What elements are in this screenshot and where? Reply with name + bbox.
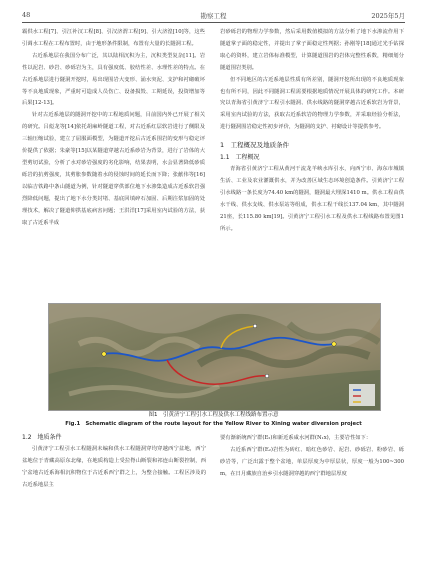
subsection-heading: 1.1 工程概况 [220,154,260,162]
route-map-figure [48,303,381,411]
paragraph: 岩砂砾岩的物理力学参数，然后采用数值模拟的方法分析了地下水渗流作用下隧道掌子面的稳定性，并提出了掌子面稳定性判据；孙刚等[18]通过光手钻探取心的资料，建立岩体标准模型，计算隧道围岩的岩体完整性系数，精细划分隧道围岩类别。 [220,29,404,71]
paragraph: 但不同地区的古近系地层性质有所差别，隧洞开挖所出现的不良地质现象也有所不同，因此不同隧洞工程需要根据地质情况开展具体的研究工作。本研究以青海省引黄济宁工程引水隧洞、供水线路的隧洞穿越古近系软岩为背景，采用室内试验的方法，获取古近系软岩的物理力学参数，并采取经验分析法，进行隧洞围岩稳定性初步评价，为隧洞的支护、衬砌设计等提供参考。 [220,76,404,131]
column-right-top [220,27,404,295]
paragraph: 青海省引黄济宁工程从黄河干流龙羊峡水库引水，向西宁市、海东市城镇生活、工业及农业灌溉供水，并为改善区域生态环境创造条件。引黄济宁工程引水线路一条长度为74.40 km的隧洞，隧洞最大埋深1410 m。供水工程由供水干线、供水支线、供水泵站等组成，供水工程干线长137.04 km，其中隧洞21座，长115.80 km[19]。引黄济宁工程引水工程及供水工程线路布置见图1所示。 [220,166,404,232]
running-header [22,8,405,22]
paragraph: 古近系地层在我国分布广泛，其以陆相沉积为主，沉积类型复杂[11]。岩性以泥岩、砂岩、砂砾岩为主，具有强度低、胶结性差、水理性差的特点。在古近系地层进行隧洞开挖时，易出现围岩大变形、涌水突泥、支护和衬砌破坏等不良地质现象，严重时可造成人员伤亡、设备损毁、工期延误，投资增加等后果[12-13]。 [22,52,205,107]
paragraph: 要有渐新统西宁群(E₂)和新近系咸水河群(N₁x)，主要岩性如下： [220,435,372,441]
column-left-bottom [22,433,206,568]
page-number: 48 [22,11,31,19]
satellite-map-image [49,304,380,410]
column-right-bottom [220,433,404,568]
journal-name: 勘察工程 [200,12,227,20]
figure-caption-chinese: 图1 引黄济宁工程引水工程及供水工程线路布置示意 [148,412,279,418]
section-heading: 1 工程概况及地质条件 [220,141,290,150]
paragraph: 引黄济宁工程引水工程隧洞未编和供水工程隧洞穿均穿越西宁盆地，西宁盆地位于青藏高原东北缘，在地质构造上受拉脊山断裂和祁连山断裂控制，西宁盆地古近系海相沉积物位于古近系西宁群之上，为整合接触。工程区涉及的古近系地层主 [22,446,206,488]
subsection-heading: 1.2 地质条件 [22,434,62,441]
paragraph: 针对古近系地层的隧洞开挖中的工程地质问题，目前国内外已开展了相关的研究。吕彪龙等[14]依托胡麻岭隧道工程，对古近系红层软岩进行了侧限及三轴压缩试验，建立了屈服面模型，为隧道开挖后古近系围岩的变形与稳定评价提供了依据；朱豪等[15]以某隧道穿越古近系砂岩为背景，进行了岩体的大型剪切试验，分析了水对砂岩强度的劣化影响，结果表明，水会显著降低砂质砾岩的抗剪强度，其剪胀参数随着水的侵蚀时间的延长而下降；张献伟等[16]以临吉铁路中条山隧道为例，针对隧道穿供部位地下水渗集造成古近系软岩强烈降低问题，提出了地下水分类封堵、基底回填碎石加固、后期注浆加固的处理技术，解决了隧道仰拱基底病害问题；王洪洋[17]采用室内试验的方法，获取了古近系半成 [22,112,205,226]
figure-caption-english: Fig.1 Schematic diagram of the route layout for the Yellow River to Xining water diversion project [65,421,362,427]
paragraph: 霸供水工程[7]、引江补汉工程[8]、引汉济渭工程[9]、引大济湟[10]等，这些引调水工程在工程布置时，由于地形条件限制，布置有大量的长隧洞工程。 [22,29,205,47]
column-left-top [22,27,205,305]
issue-date: 2025年5月 [371,12,405,20]
header-rule [22,22,405,23]
paragraph: 古近系西宁群(E₂)岩性为砖红、暗红色砂岩、泥岩、砂砾岩、粉砂岩、砾砂岩等，广泛出露于整个盆地，单层厚度为中厚层状，厚度一般为100~300 m，在日月藏族自治乡引水隧洞穿越的西宁群地层厚度 [220,446,404,477]
